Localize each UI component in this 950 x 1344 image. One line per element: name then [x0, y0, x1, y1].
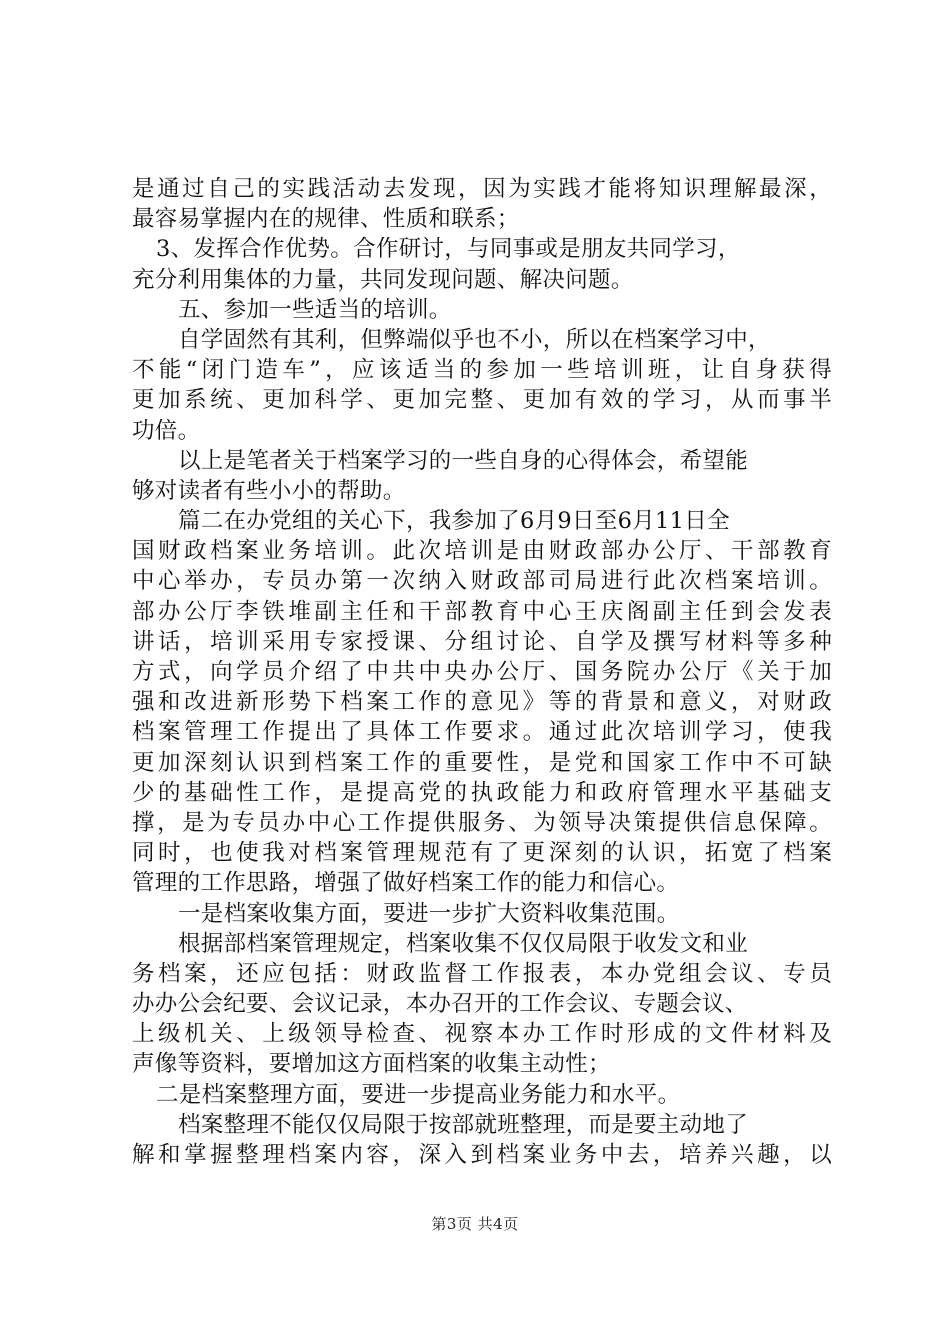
text-line: 是通过自己的实践活动去发现，因为实践才能将知识理解最深，	[132, 176, 832, 202]
text-line: 部办公厅李铁堆副主任和干部教育中心王庆阁副主任到会发表	[132, 598, 832, 625]
text-line: 解和掌握整理档案内容，深入到档案业务中去，培养兴趣，以	[132, 1142, 832, 1168]
text-line: 自学固然有其利，但弊端似乎也不小，所以在档案学习中，	[178, 326, 771, 353]
text-line: 更加深刻认识到档案工作的重要性，是党和国家工作中不可缺	[132, 749, 832, 776]
text-line: 档案整理不能仅仅局限于按部就班整理，而是要主动地了	[178, 1111, 749, 1138]
text-line: 少的基础性工作，是提高党的执政能力和政府管理水平基础支	[132, 779, 832, 806]
text-line: 务档案，还应包括：财政监督工作报表，本办党组会议、专员	[132, 960, 832, 987]
section-heading: 五、参加一些适当的培训。	[178, 296, 452, 323]
text-line: 根据部档案管理规定，档案收集不仅仅局限于收发文和业	[178, 930, 749, 957]
document-body	[132, 174, 832, 1170]
text-line: 功倍。	[132, 417, 201, 444]
text-line: 档案管理工作提出了具体工作要求。通过此次培训学习，使我	[132, 719, 832, 746]
text-line: 上级机关、上级领导检查、视察本办工作时形成的文件材料及	[132, 1021, 832, 1048]
text-line: 不能“闭门造车”，应该适当的参加一些培训班，让自身获得	[132, 357, 832, 384]
text-line: 办办公会纪要、会议记录，本办召开的工作会议、专题会议、	[132, 991, 748, 1018]
text-line: 声像等资料，要增加这方面档案的收集主动性；	[132, 1051, 611, 1078]
text-line: 更加系统、更加科学、更加完整、更加有效的学习，从而事半	[132, 387, 832, 414]
text-line: 最容易掌握内在的规律、性质和联系；	[132, 206, 520, 233]
text-line: 国财政档案业务培训。此次培训是由财政部办公厅、干部教育	[132, 538, 832, 565]
text-line: 讲话，培训采用专家授课、分组讨论、自学及撰写材料等多种	[132, 628, 832, 655]
text-line: 篇二在办党组的关心下，我参加了6月9日至6月11日全	[178, 508, 730, 535]
text-line: 3、发挥合作优势。合作研讨，与同事或是朋友共同学习，	[156, 236, 741, 263]
text-line: 管理的工作思路，增强了做好档案工作的能力和信心。	[132, 870, 680, 897]
text-line: 中心举办，专员办第一次纳入财政部司局进行此次档案培训。	[132, 568, 832, 595]
section-heading: 二是档案整理方面，要进一步提高业务能力和水平。	[156, 1081, 681, 1108]
text-line: 方式，向学员介绍了中共中央办公厅、国务院办公厅《关于加	[132, 659, 832, 685]
text-line: 撑，是为专员办中心工作提供服务、为领导决策提供信息保障。	[132, 809, 832, 836]
text-line: 充分利用集体的力量，共同发现问题、解决问题。	[132, 266, 634, 293]
page-number-footer: 第3页 共4页	[431, 1215, 519, 1233]
text-line: 同时，也使我对档案管理规范有了更深刻的认识，拓宽了档案	[132, 840, 832, 867]
text-line: 以上是笔者关于档案学习的一些自身的心得体会，希望能	[178, 447, 749, 474]
text-line: 强和改进新形势下档案工作的意见》等的背景和意义，对财政	[132, 689, 832, 716]
section-heading: 一是档案收集方面，要进一步扩大资料收集范围。	[178, 900, 680, 927]
text-line: 够对读者有些小小的帮助。	[132, 477, 406, 504]
